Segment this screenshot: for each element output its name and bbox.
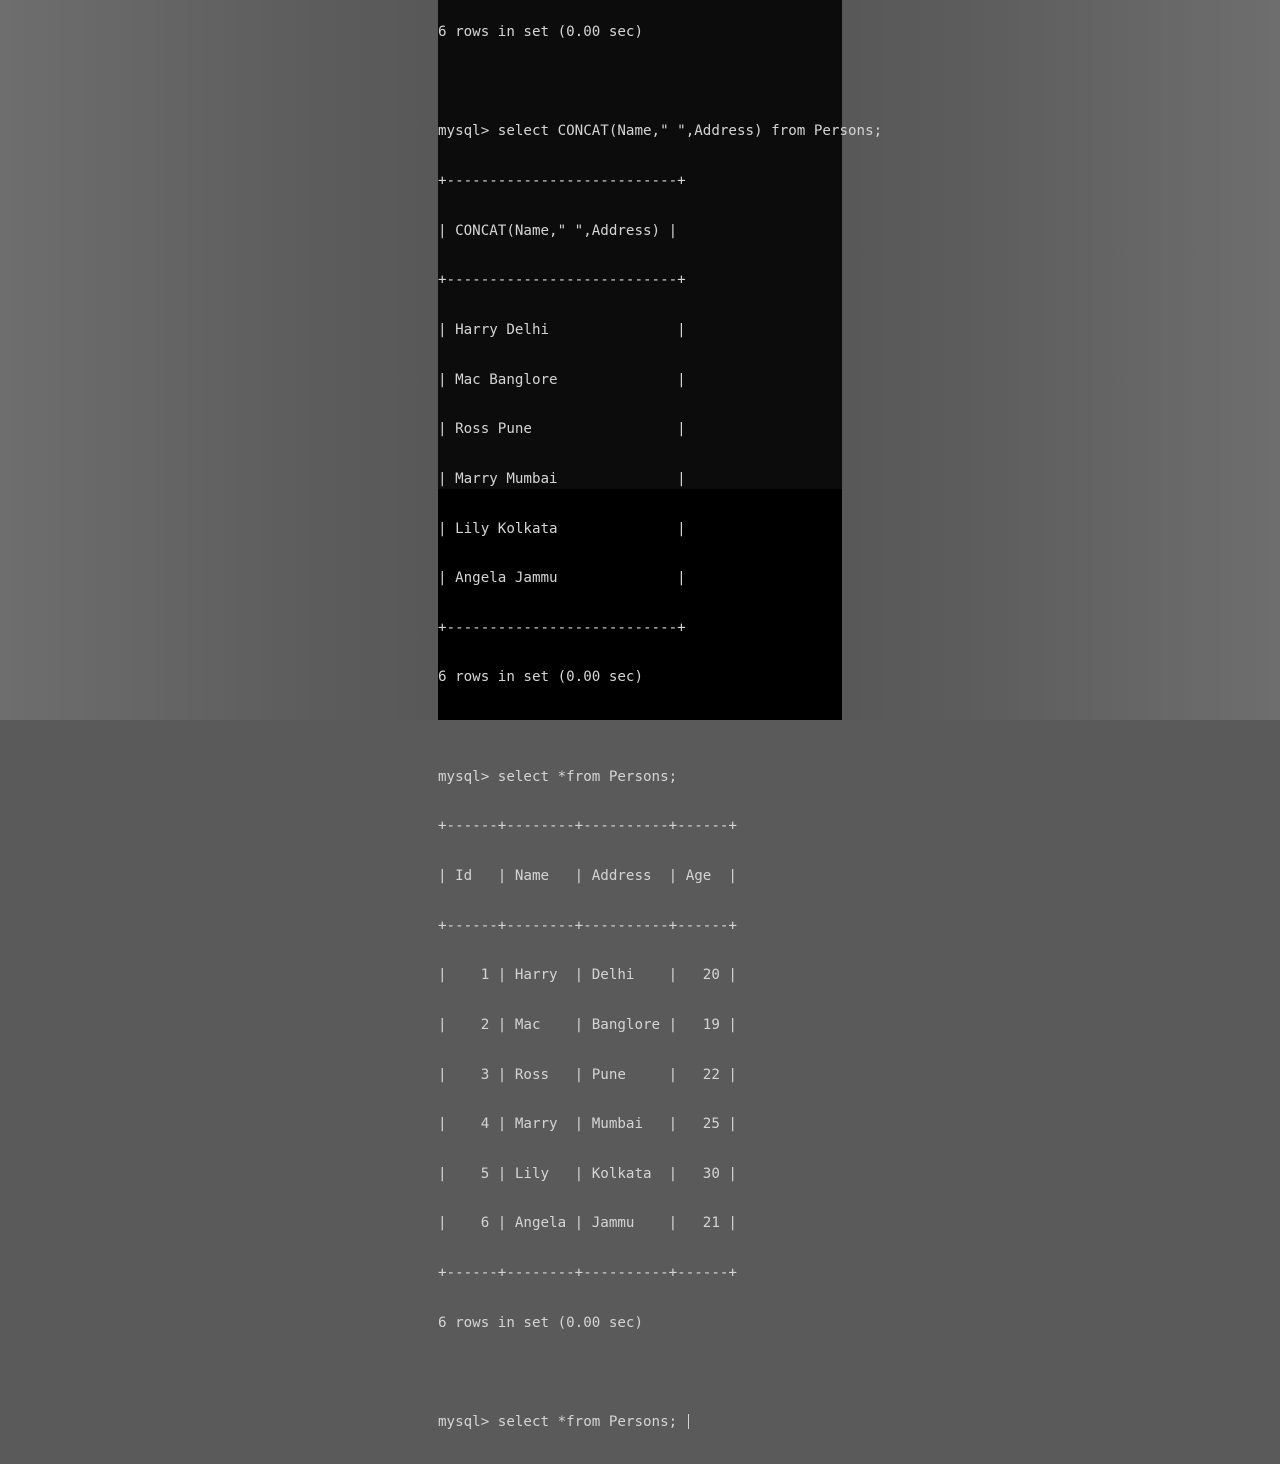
table-row: | 5 | Lily | Kolkata | 30 | bbox=[438, 1165, 737, 1182]
terminal-window[interactable] bbox=[438, 0, 883, 1431]
table-border: +---------------------------+ bbox=[438, 619, 686, 636]
table-row: | Marry Mumbai | bbox=[438, 470, 686, 487]
command-prompt-line[interactable] bbox=[438, 1414, 882, 1431]
table-row: | 6 | Angela | Jammu | 21 | bbox=[438, 1215, 737, 1232]
table-border: +------+--------+----------+------+ bbox=[438, 1265, 737, 1282]
table-row: | Lily Kolkata | bbox=[438, 520, 686, 537]
table-row: | Ross Pune | bbox=[438, 421, 686, 438]
terminal-line-command: mysql> select CONCAT(Name," ",Address) from Persons; bbox=[438, 123, 883, 140]
table-row: | 3 | Ross | Pune | 22 | bbox=[438, 1066, 737, 1083]
terminal-line bbox=[438, 74, 882, 91]
terminal-line: 6 rows in set (0.00 sec) bbox=[438, 24, 643, 41]
terminal-lines bbox=[438, 0, 882, 1464]
table-header-row: | Id | Name | Address | Age | bbox=[438, 867, 737, 884]
table-border: +------+--------+----------+------+ bbox=[438, 818, 737, 835]
table-border: +---------------------------+ bbox=[438, 272, 686, 289]
terminal-output[interactable] bbox=[438, 0, 883, 1431]
table-row: | Angela Jammu | bbox=[438, 570, 686, 587]
table-row: | Harry Delhi | bbox=[438, 321, 686, 338]
text-cursor bbox=[688, 1414, 689, 1429]
command-input[interactable]: mysql> select *from Persons; bbox=[438, 1414, 686, 1431]
table-border: +---------------------------+ bbox=[438, 173, 686, 190]
terminal-line-command: mysql> select *from Persons; bbox=[438, 768, 678, 785]
table-border: +------+--------+----------+------+ bbox=[438, 917, 737, 934]
table-row: | 1 | Harry | Delhi | 20 | bbox=[438, 967, 737, 984]
terminal-line bbox=[438, 1364, 882, 1381]
table-row: | 2 | Mac | Banglore | 19 | bbox=[438, 1016, 737, 1033]
table-header-row: | CONCAT(Name," ",Address) | bbox=[438, 222, 678, 239]
result-status: 6 rows in set (0.00 sec) bbox=[438, 1314, 643, 1331]
table-row: | Mac Banglore | bbox=[438, 371, 686, 388]
table-row: | 4 | Marry | Mumbai | 25 | bbox=[438, 1116, 737, 1133]
result-status: 6 rows in set (0.00 sec) bbox=[438, 669, 643, 686]
terminal-line bbox=[438, 719, 882, 736]
